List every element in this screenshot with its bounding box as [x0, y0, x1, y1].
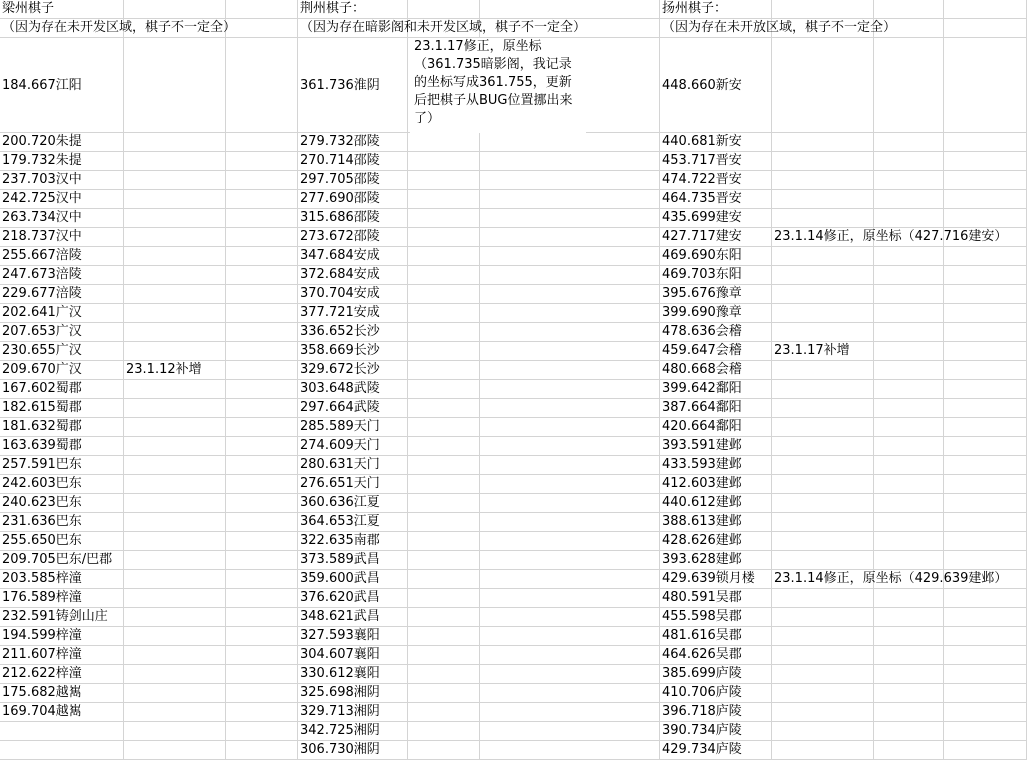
- coord-cell[interactable]: 364.653江夏: [300, 514, 380, 529]
- grid-row-line: [0, 645, 1027, 646]
- section-subtitle-cell[interactable]: （因为存在未开发区域，棋子不一定全）: [2, 20, 237, 35]
- coord-cell[interactable]: 255.667涪陵: [2, 248, 82, 263]
- coord-cell[interactable]: 429.639锁月楼: [662, 571, 755, 586]
- grid-row-line: [0, 550, 1027, 551]
- coord-cell[interactable]: 428.626建邺: [662, 533, 742, 548]
- coord-cell[interactable]: 297.664武陵: [300, 400, 380, 415]
- coord-cell[interactable]: 327.593襄阳: [300, 628, 380, 643]
- coord-cell[interactable]: 385.699庐陵: [662, 666, 742, 681]
- grid-column-line: [943, 0, 944, 760]
- coord-cell[interactable]: 270.714邵陵: [300, 153, 380, 168]
- coord-cell[interactable]: 453.717晋安: [662, 153, 742, 168]
- note-cell[interactable]: 23.1.14修正，原坐标（429.639建邺）: [774, 571, 1008, 586]
- coord-cell[interactable]: 202.641广汉: [2, 305, 82, 320]
- coord-cell[interactable]: 399.642鄱阳: [662, 381, 742, 396]
- grid-row-line: [0, 303, 1027, 304]
- coord-cell[interactable]: 329.713湘阴: [300, 704, 380, 719]
- coord-cell[interactable]: 167.602蜀郡: [2, 381, 82, 396]
- coord-cell[interactable]: 376.620武昌: [300, 590, 380, 605]
- coord-cell[interactable]: 481.616吴郡: [662, 628, 742, 643]
- coord-cell[interactable]: 329.672长沙: [300, 362, 380, 377]
- grid-row-line: [0, 265, 1027, 266]
- section-subtitle-cell[interactable]: （因为存在未开放区域，棋子不一定全）: [662, 20, 897, 35]
- coord-cell[interactable]: 359.600武昌: [300, 571, 380, 586]
- grid-row-line: [0, 531, 1027, 532]
- grid-column-line: [873, 0, 874, 760]
- coord-cell[interactable]: 412.603建邺: [662, 476, 742, 491]
- coord-cell[interactable]: 306.730湘阴: [300, 742, 380, 757]
- coord-cell[interactable]: 330.612襄阳: [300, 666, 380, 681]
- coord-cell[interactable]: 212.622梓潼: [2, 666, 82, 681]
- coord-cell[interactable]: 263.734汉中: [2, 210, 82, 225]
- coord-cell[interactable]: 218.737汉中: [2, 229, 82, 244]
- coord-cell[interactable]: 242.725汉中: [2, 191, 82, 206]
- coord-cell[interactable]: 464.735晋安: [662, 191, 742, 206]
- grid-row-line: [0, 512, 1027, 513]
- coord-cell[interactable]: 360.636江夏: [300, 495, 380, 510]
- grid-row-line: [0, 474, 1027, 475]
- coord-cell[interactable]: 373.589武昌: [300, 552, 380, 567]
- coord-cell[interactable]: 285.589天门: [300, 419, 380, 434]
- grid-row-line: [0, 436, 1027, 437]
- coord-cell[interactable]: 232.591铸剑山庄: [2, 609, 108, 624]
- coord-cell[interactable]: 395.676豫章: [662, 286, 742, 301]
- coord-cell[interactable]: 315.686邵陵: [300, 210, 380, 225]
- coord-cell[interactable]: 455.598吴郡: [662, 609, 742, 624]
- coord-cell[interactable]: 480.668会稽: [662, 362, 742, 377]
- coord-cell[interactable]: 474.722晋安: [662, 172, 742, 187]
- grid-row-line: [0, 417, 1027, 418]
- coord-cell[interactable]: 393.628建邺: [662, 552, 742, 567]
- grid-row-line: [0, 607, 1027, 608]
- coord-cell[interactable]: 176.589梓潼: [2, 590, 82, 605]
- coord-cell[interactable]: 372.684安成: [300, 267, 380, 282]
- coord-cell[interactable]: 181.632蜀郡: [2, 419, 82, 434]
- grid-row-line: [0, 664, 1027, 665]
- grid-row-line: [0, 151, 1027, 152]
- coord-cell[interactable]: 184.667江阳: [2, 78, 82, 93]
- grid-row-line: [0, 170, 1027, 171]
- note-cell[interactable]: 23.1.14修正，原坐标（427.716建安）: [774, 229, 1008, 244]
- grid-row-line: [0, 455, 1027, 456]
- coord-cell[interactable]: 336.652长沙: [300, 324, 380, 339]
- coord-cell[interactable]: 209.670广汉: [2, 362, 82, 377]
- coord-cell[interactable]: 274.609天门: [300, 438, 380, 453]
- coord-cell[interactable]: 377.721安成: [300, 305, 380, 320]
- section-subtitle-cell[interactable]: （因为存在暗影阁和未开发区域，棋子不一定全）: [300, 20, 587, 35]
- coord-cell[interactable]: 348.621武昌: [300, 609, 380, 624]
- coord-cell[interactable]: 304.607襄阳: [300, 647, 380, 662]
- coord-cell[interactable]: 179.732朱提: [2, 153, 82, 168]
- coord-cell[interactable]: 209.705巴东/巴郡: [2, 552, 113, 567]
- coord-cell[interactable]: 410.706庐陵: [662, 685, 742, 700]
- coord-cell[interactable]: 393.591建邺: [662, 438, 742, 453]
- note-cell[interactable]: 23.1.17补增: [774, 343, 850, 358]
- coord-cell[interactable]: 440.612建邺: [662, 495, 742, 510]
- coord-cell[interactable]: 303.648武陵: [300, 381, 380, 396]
- coord-cell[interactable]: 370.704安成: [300, 286, 380, 301]
- coord-cell[interactable]: 388.613建邺: [662, 514, 742, 529]
- coord-cell[interactable]: 433.593建邺: [662, 457, 742, 472]
- coord-cell[interactable]: 358.669长沙: [300, 343, 380, 358]
- coord-cell[interactable]: 230.655广汉: [2, 343, 82, 358]
- coord-cell[interactable]: 390.734庐陵: [662, 723, 742, 738]
- grid-row-line: [0, 702, 1027, 703]
- coord-cell[interactable]: 247.673涪陵: [2, 267, 82, 282]
- coord-cell[interactable]: 480.591吴郡: [662, 590, 742, 605]
- coord-cell[interactable]: 200.720朱提: [2, 134, 82, 149]
- coord-cell[interactable]: 169.704越嶲: [2, 704, 82, 719]
- note-cell[interactable]: 23.1.12补增: [126, 362, 202, 377]
- coord-cell[interactable]: 211.607梓潼: [2, 647, 82, 662]
- section-title-cell[interactable]: 荆州棋子：: [300, 1, 366, 16]
- grid-row-line: [0, 284, 1027, 285]
- grid-row-line: [0, 208, 1027, 209]
- coord-cell[interactable]: 478.636会稽: [662, 324, 742, 339]
- coord-cell[interactable]: 448.660新安: [662, 78, 742, 93]
- coord-cell[interactable]: 257.591巴东: [2, 457, 82, 472]
- coord-cell[interactable]: 464.626吴郡: [662, 647, 742, 662]
- coord-cell[interactable]: 440.681新安: [662, 134, 742, 149]
- coord-cell[interactable]: 182.615蜀郡: [2, 400, 82, 415]
- grid-row-line: [0, 683, 1027, 684]
- section-title-cell[interactable]: 梁州棋子: [2, 1, 55, 16]
- coord-cell[interactable]: 325.698湘阴: [300, 685, 380, 700]
- grid-row-line: [0, 322, 1027, 323]
- coord-cell[interactable]: 279.732邵陵: [300, 134, 380, 149]
- correction-note-cell[interactable]: 23.1.17修正，原坐标（361.735暗影阁，我记录的坐标写成361.755，更新后把棋子从BUG位置挪出来了）: [410, 38, 586, 133]
- grid-row-line: [0, 493, 1027, 494]
- grid-row-line: [0, 398, 1027, 399]
- coord-cell[interactable]: 277.690邵陵: [300, 191, 380, 206]
- grid-row-line: [0, 189, 1027, 190]
- coord-cell[interactable]: 396.718庐陵: [662, 704, 742, 719]
- grid-row-line: [0, 740, 1027, 741]
- coord-cell[interactable]: 229.677涪陵: [2, 286, 82, 301]
- coord-cell[interactable]: 435.699建安: [662, 210, 742, 225]
- coord-cell[interactable]: 273.672邵陵: [300, 229, 380, 244]
- grid-row-line: [0, 626, 1027, 627]
- coord-cell[interactable]: 194.599梓潼: [2, 628, 82, 643]
- coord-cell[interactable]: 276.651天门: [300, 476, 380, 491]
- grid-row-line: [0, 721, 1027, 722]
- coord-cell[interactable]: 207.653广汉: [2, 324, 82, 339]
- coord-cell[interactable]: 203.585梓潼: [2, 571, 82, 586]
- coord-cell[interactable]: 469.690东阳: [662, 248, 742, 263]
- coord-cell[interactable]: 387.664鄱阳: [662, 400, 742, 415]
- coord-cell[interactable]: 429.734庐陵: [662, 742, 742, 757]
- coord-cell[interactable]: 322.635南郡: [300, 533, 380, 548]
- coord-cell[interactable]: 231.636巴东: [2, 514, 82, 529]
- coord-cell[interactable]: 297.705邵陵: [300, 172, 380, 187]
- coord-cell[interactable]: 427.717建安: [662, 229, 742, 244]
- coord-cell[interactable]: 242.603巴东: [2, 476, 82, 491]
- coord-cell[interactable]: 399.690豫章: [662, 305, 742, 320]
- coord-cell[interactable]: 163.639蜀郡: [2, 438, 82, 453]
- coord-cell[interactable]: 361.736淮阴: [300, 78, 380, 93]
- coord-cell[interactable]: 175.682越嶲: [2, 685, 82, 700]
- coord-cell[interactable]: 280.631天门: [300, 457, 380, 472]
- coord-cell[interactable]: 240.623巴东: [2, 495, 82, 510]
- coord-cell[interactable]: 342.725湘阴: [300, 723, 380, 738]
- section-title-cell[interactable]: 扬州棋子：: [662, 1, 728, 16]
- coord-cell[interactable]: 255.650巴东: [2, 533, 82, 548]
- coord-cell[interactable]: 420.664鄱阳: [662, 419, 742, 434]
- grid-column-line: [225, 0, 226, 760]
- coord-cell[interactable]: 459.647会稽: [662, 343, 742, 358]
- coord-cell[interactable]: 237.703汉中: [2, 172, 82, 187]
- coord-cell[interactable]: 347.684安成: [300, 248, 380, 263]
- coord-cell[interactable]: 469.703东阳: [662, 267, 742, 282]
